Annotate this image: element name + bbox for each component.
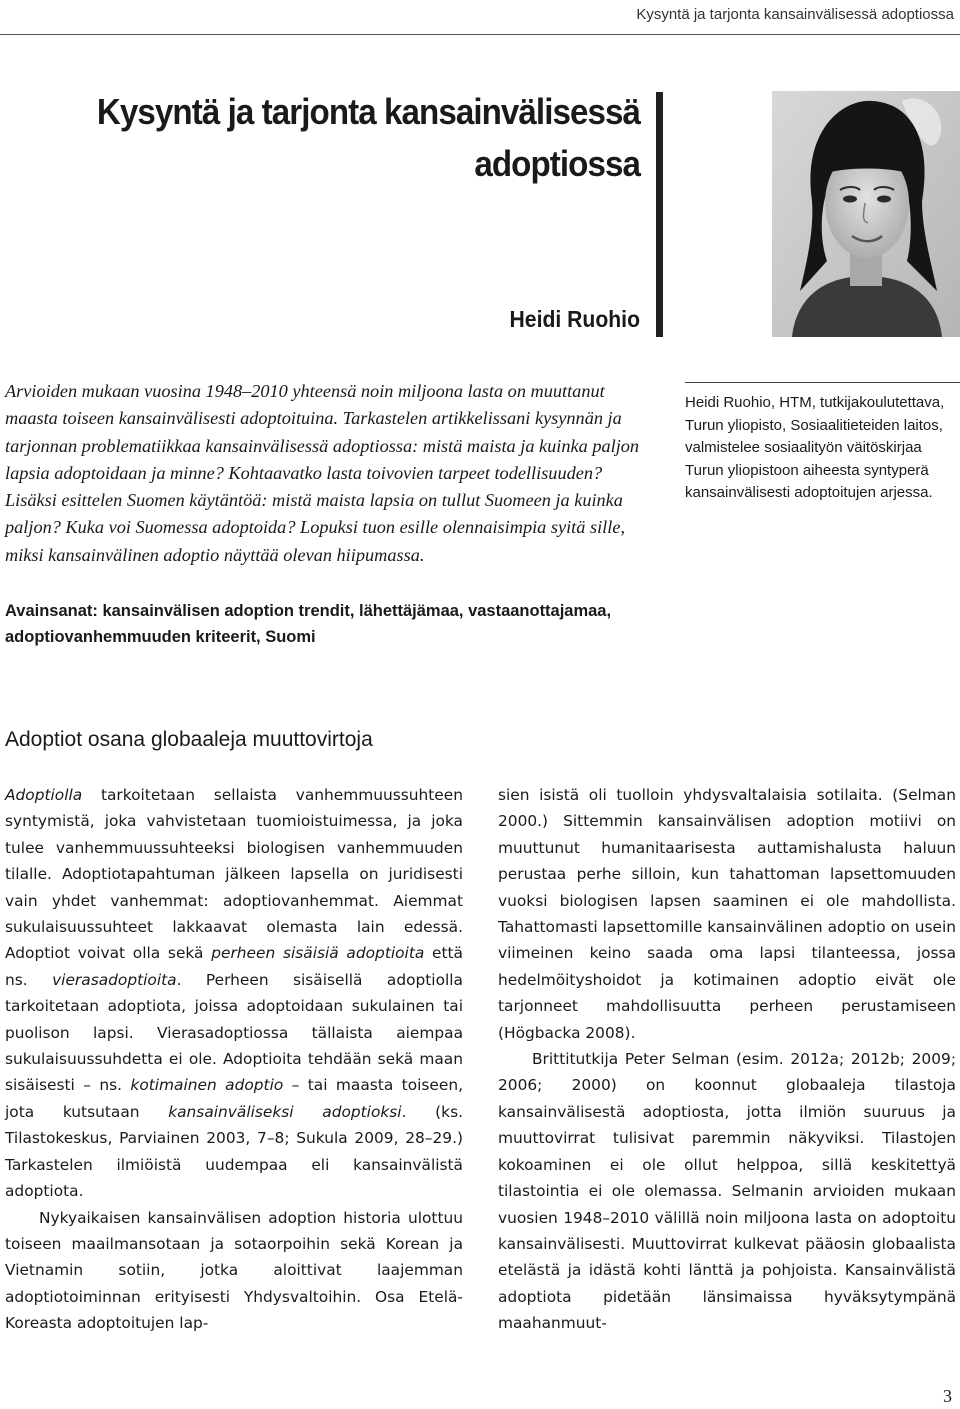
body-paragraph: Nykyaikaisen kansainvälisen adoption historia ulottuu toiseen maailmansotaan ja sotaorpoihin sekä Korean ja Vietnamin sotiin, jotka aloittivat laajemman adoptiotoiminnan erityisesti Yhdysvaltoihin. Osa Etelä-Koreasta adoptoitujen lap- (5, 1208, 463, 1333)
author-bio: Heidi Ruohio, HTM, tutkijakoulutettava, Turun yliopisto, Sosiaalitieteiden laitos, valmistelee sosiaalityön väitöskirjaa Turun yliopistoon aiheesta syntyperä kansainvälisesti adoptoitujen arjessa. (685, 394, 945, 501)
running-head: Kysyntä ja tarjonta kansainvälisessä adoptiossa (636, 6, 954, 23)
body-paragraph (5, 782, 463, 1205)
body-paragraph: sien isistä oli tuolloin yhdysvaltalaisia sotilaita. (Selman 2000.) Sittemmin kansainvälisen adoption motiivi on muuttunut humanitaarisesta auttamishalusta haluun perustaa perhe silloin, kun tahattoman lapsettomuuden vuoksi biologisen lapsen saaminen ei ole mahdollista. Tahattomasti lapsettomille kansainvälinen adoptio on usein viimeinen keino saada oma lapsi tilanteessa, jossa hedelmöityshoidot ja kotimainen adoptio eivät ole tarjonneet mahdollisuutta perheen perustamiseen (Högbacka 2008). (498, 786, 956, 1042)
author-portrait-illustration (772, 91, 960, 337)
body-column-right (498, 782, 956, 1337)
title-vertical-bar (656, 92, 663, 337)
emphasis: kotimainen adoptio (130, 1076, 284, 1095)
article-title-line-2: adoptiossa (474, 143, 640, 184)
section-heading: Adoptiot osana globaaleja muuttovirtoja (5, 728, 373, 751)
bio-rule (685, 382, 960, 383)
emphasis: kansainväliseksi adoptioksi (168, 1102, 402, 1121)
keywords: Avainsanat: kansainvälisen adoption trendit, lähettäjämaa, vastaanottajamaa, adoptiovanhemmuuden kriteerit, Suomi (5, 601, 612, 646)
emphasis: Adoptiolla (5, 786, 83, 804)
body-text: – tai maasta toiseen, jota kutsutaan (5, 1076, 463, 1121)
body-column-left (5, 782, 463, 1337)
body-text: . (ks. Tilastokeskus, Parviainen 2003, 7–8; Sukula 2009, 28–29.) Tarkastelen ilmiöistä uudempaa eli kansainvälistä adoptiota. (5, 1102, 463, 1201)
header-rule (0, 34, 960, 35)
emphasis: vierasadoptioita (52, 970, 177, 989)
author-name: Heidi Ruohio (509, 306, 640, 332)
page-number: 3 (943, 1386, 952, 1406)
article-title (88, 86, 640, 190)
body-text: . Perheen sisäisellä adoptiolla tarkoitetaan adoptiota, joissa adoptoidaan sukulainen tai puolison lapsi. Vierasadoptiossa tällaista aiempaa sukulaisuussuhdetta ei ole. Adoptioita tehdään sekä maan sisäisesti – ns. (5, 970, 463, 1095)
body-paragraph: Brittitutkija Peter Selman (esim. 2012a; 2012b; 2009; 2006; 2000) on koonnut globaaleja tilastoja kansainvälisestä adoptiosta, jotta ilmiön suuruus ja muuttovirrat tulisivat paremmin näkyviksi. Tilastojen kokoaminen ei ole ollut helppoa, sillä keskitettyä tilastointia ei ole olemassa. Selmanin arvioiden mukaan vuosien 1948–2010 välillä noin miljoona lasta on adoptoitu kansainvälisesti. Muuttovirrat kulkevat pääosin globaalista etelästä ja idästä kohti länttä ja pohjoista. Kansainvälistä adoptiota pidetään länsimaissa hyväksytympänä maahanmuut- (498, 1050, 956, 1333)
body-text: tarkoitetaan sellaista vanhemmuussuhteen syntymistä, joka vahvistetaan tuomioistuimessa, ja joka tulee vanhemmuussuhteeksi biologisen vanhemmuuden tilalle. Adoptiotapahtuman jälkeen lapsella on juridisesti vain yhdet vanhemmat: adoptiovanhemmat. Aiemmat sukulaisuussuhteet lakkaavat olemasta lain edessä. Adoptiot voivat olla sekä (5, 786, 463, 963)
body-text: että ns. (5, 944, 463, 989)
author-photo (772, 91, 960, 337)
article-title-line-1: Kysyntä ja tarjonta kansainvälisessä (96, 91, 640, 132)
emphasis: perheen sisäisiä adoptioita (211, 944, 425, 963)
abstract: Arvioiden mukaan vuosina 1948–2010 yhteensä noin miljoona lasta on muuttanut maasta toiseen kansainvälisesti adoptoituina. Tarkastelen artikkelissani kysynnän ja tarjonnan problematiikkaa kansainvälisessä adoptiossa: mistä maista ja kuinka paljon lapsia adoptoidaan ja minne? Kohtaavatko lasta toivovien tarpeet todellisuuden? Lisäksi esittelen Suomen käytäntöä: mistä maista lapsia on tullut Suomeen ja kuinka paljon? Kuka voi Suomessa adoptoida? Lopuksi tuon esille olennaisimpia syitä sille, miksi kansainvälinen adoptio näyttää olevan hiipumassa. (5, 381, 640, 565)
